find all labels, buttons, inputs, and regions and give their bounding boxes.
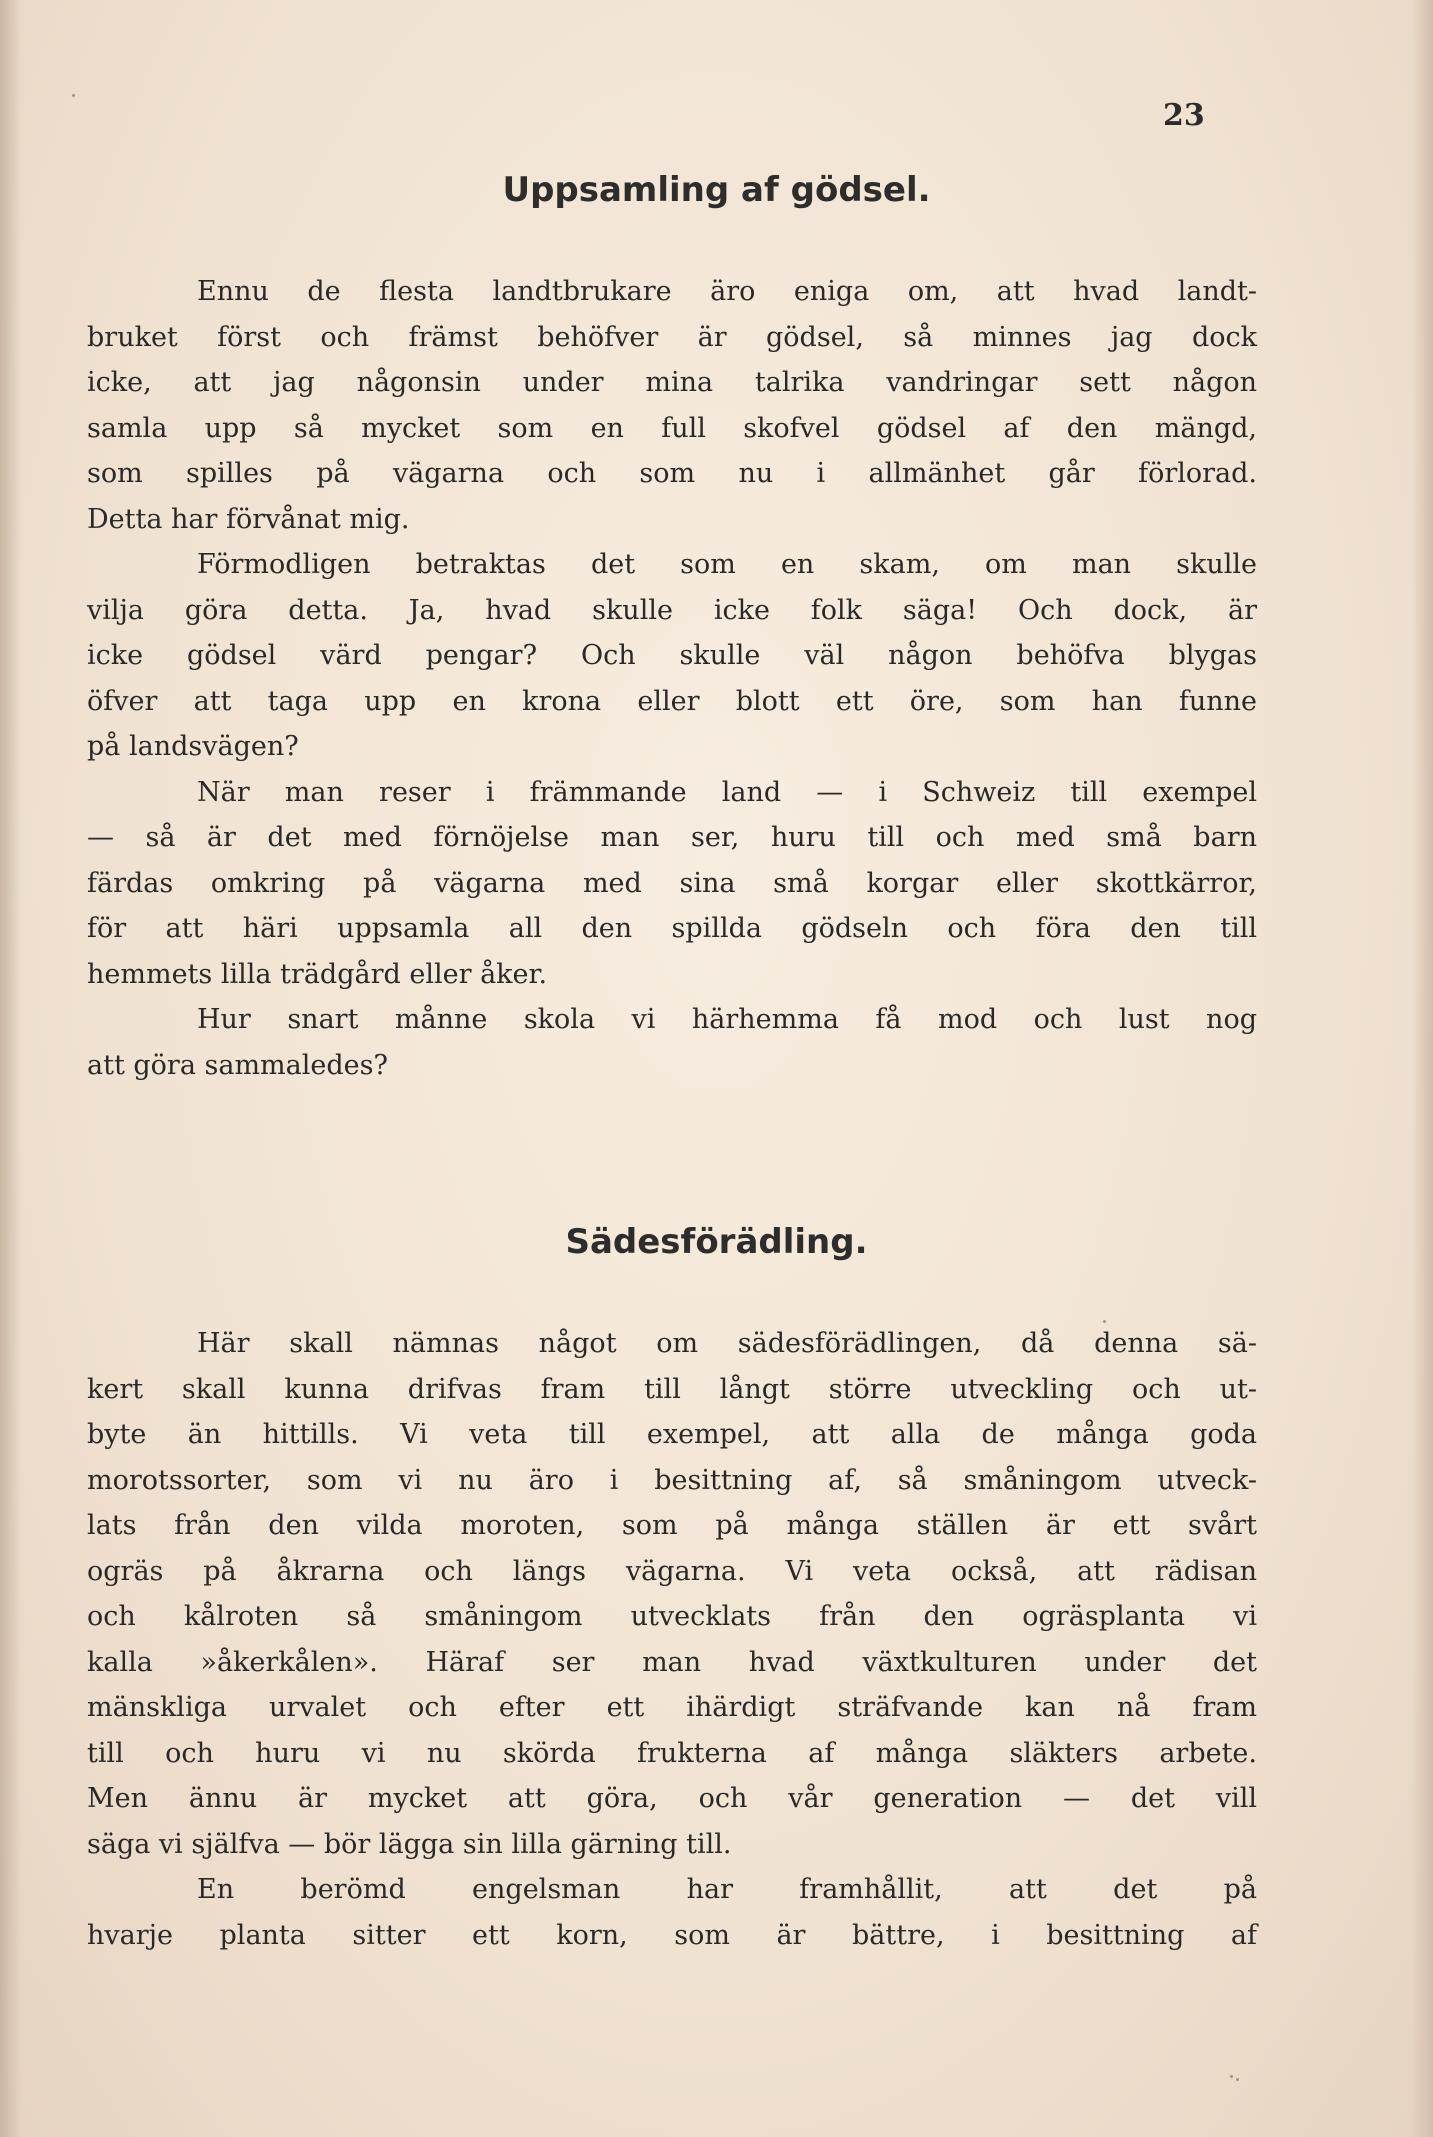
- text-line: kalla »åkerkålen». Häraf ser man hvad växtkulturen under det: [87, 1646, 1257, 1678]
- text-line: öfver att taga upp en krona eller blott ett öre, som han funne: [87, 685, 1257, 717]
- text-line: ogräs på åkrarna och längs vägarna. Vi veta också, att rädisan: [87, 1555, 1257, 1587]
- text-line: icke gödsel värd pengar? Och skulle väl någon behöfva blygas: [87, 640, 1257, 671]
- page-edge-right: [1411, 0, 1433, 2137]
- section-heading-manure: Uppsamling af gödsel.: [502, 170, 931, 210]
- text-line: på landsvägen?: [87, 731, 299, 762]
- text-line: för att häri uppsamla all den spillda gödseln och föra den till: [87, 913, 1257, 944]
- text-line: färdas omkring på vägarna med sina små korgar eller skottkärror,: [87, 867, 1257, 899]
- section-heading-seed-breeding: Sädesförädling.: [565, 1222, 868, 1262]
- text-line: En berömd engelsman har framhållit, att det på: [197, 1874, 1257, 1905]
- text-line: Hur snart månne skola vi härhemma få mod och lust nog: [197, 1004, 1257, 1035]
- section-body-manure: [87, 269, 1257, 1088]
- text-line: som spilles på vägarna och som nu i allmänhet går förlorad.: [87, 458, 1257, 489]
- text-line: mänskliga urvalet och efter ett ihärdigt sträfvande kan nå fram: [87, 1692, 1257, 1723]
- text-line: hemmets lilla trädgård eller åker.: [87, 958, 548, 990]
- text-line: När man reser i främmande land — i Schweiz till exempel: [197, 776, 1257, 808]
- paper-speck: [72, 94, 75, 97]
- paper-speck: [1236, 2078, 1239, 2081]
- text-line: Men ännu är mycket att göra, och vår generation — det vill: [87, 1783, 1257, 1814]
- section-body-seed-breeding: [87, 1321, 1257, 1958]
- text-line: bruket först och främst behöfver är gödsel, så minnes jag dock: [87, 321, 1257, 353]
- page-edge-left: [0, 0, 22, 2137]
- text-line: hvarje planta sitter ett korn, som är bättre, i besittning af: [87, 1919, 1257, 1951]
- text-line: Detta har förvånat mig.: [87, 503, 410, 535]
- text-line: Ennu de flesta landtbrukare äro eniga om, att hvad landt-: [197, 276, 1257, 307]
- paper-speck: [1230, 2075, 1233, 2078]
- text-line: kert skall kunna drifvas fram till långt större utveckling och ut-: [87, 1373, 1257, 1405]
- text-line: samla upp så mycket som en full skofvel gödsel af den mängd,: [87, 412, 1257, 444]
- text-line: icke, att jag någonsin under mina talrika vandringar sett någon: [87, 367, 1257, 398]
- text-line: lats från den vilda moroten, som på många ställen är ett svårt: [87, 1510, 1257, 1541]
- text-line: vilja göra detta. Ja, hvad skulle icke folk säga! Och dock, är: [87, 594, 1257, 626]
- text-line: att göra sammaledes?: [87, 1049, 388, 1081]
- text-line: Här skall nämnas något om sädesförädlingen, då denna sä-: [197, 1328, 1257, 1359]
- text-line: och kålroten så småningom utvecklats från den ogräsplanta vi: [87, 1601, 1257, 1632]
- text-line: Förmodligen betraktas det som en skam, om man skulle: [197, 549, 1257, 580]
- text-line: till och huru vi nu skörda frukterna af många släkters arbete.: [87, 1737, 1257, 1769]
- page-number: 23: [1163, 98, 1205, 133]
- text-line: säga vi själfva — bör lägga sin lilla gärning till.: [87, 1828, 732, 1860]
- text-line: morotssorter, som vi nu äro i besittning af, så småningom utveck-: [87, 1464, 1257, 1496]
- text-line: — så är det med förnöjelse man ser, huru till och med små barn: [87, 822, 1257, 853]
- text-line: byte än hittills. Vi veta till exempel, att alla de många goda: [87, 1419, 1257, 1450]
